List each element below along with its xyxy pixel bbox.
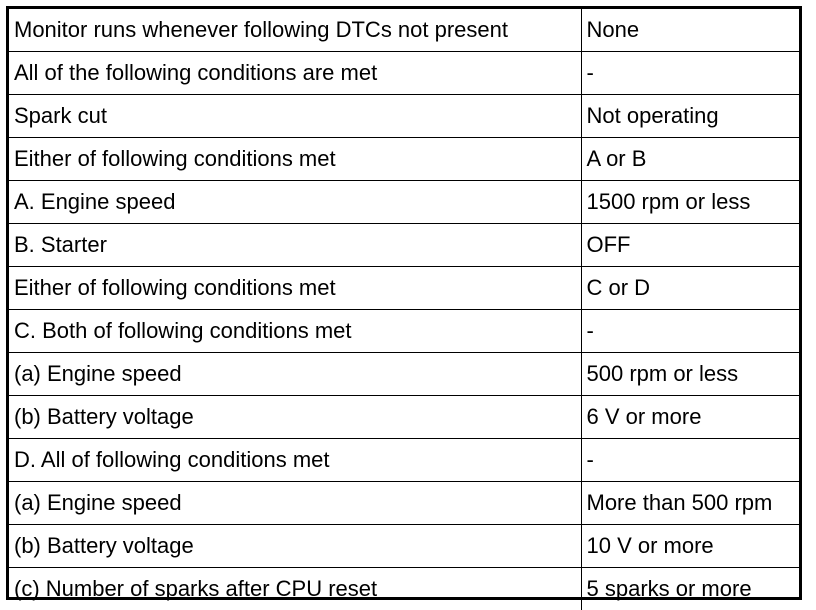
- conditions-table: [9, 9, 799, 610]
- condition-item: B. Starter: [9, 224, 581, 267]
- table-row: [9, 224, 799, 267]
- condition-value: None: [581, 9, 799, 52]
- table-row: [9, 138, 799, 181]
- table-row: [9, 181, 799, 224]
- conditions-table-frame: [6, 6, 802, 600]
- table-row: [9, 52, 799, 95]
- condition-item: (a) Engine speed: [9, 353, 581, 396]
- condition-value: OFF: [581, 224, 799, 267]
- condition-item: (b) Battery voltage: [9, 525, 581, 568]
- table-row: [9, 95, 799, 138]
- condition-value: 6 V or more: [581, 396, 799, 439]
- table-row: [9, 525, 799, 568]
- condition-item: All of the following conditions are met: [9, 52, 581, 95]
- table-row: [9, 482, 799, 525]
- condition-item: C. Both of following conditions met: [9, 310, 581, 353]
- condition-value: 5 sparks or more: [581, 568, 799, 610]
- condition-value: Not operating: [581, 95, 799, 138]
- table-row: [9, 310, 799, 353]
- table-row: [9, 568, 799, 610]
- condition-value: C or D: [581, 267, 799, 310]
- condition-value: A or B: [581, 138, 799, 181]
- table-row: [9, 396, 799, 439]
- condition-item: (b) Battery voltage: [9, 396, 581, 439]
- table-row: [9, 439, 799, 482]
- condition-item: (a) Engine speed: [9, 482, 581, 525]
- condition-item: A. Engine speed: [9, 181, 581, 224]
- condition-value: More than 500 rpm: [581, 482, 799, 525]
- condition-item: Either of following conditions met: [9, 267, 581, 310]
- table-row: [9, 353, 799, 396]
- condition-item: Either of following conditions met: [9, 138, 581, 181]
- condition-value: -: [581, 439, 799, 482]
- condition-item: Monitor runs whenever following DTCs not present: [9, 9, 581, 52]
- table-row: [9, 9, 799, 52]
- condition-item: (c) Number of sparks after CPU reset: [9, 568, 581, 610]
- condition-value: -: [581, 52, 799, 95]
- condition-value: 1500 rpm or less: [581, 181, 799, 224]
- condition-item: D. All of following conditions met: [9, 439, 581, 482]
- condition-value: 10 V or more: [581, 525, 799, 568]
- condition-value: 500 rpm or less: [581, 353, 799, 396]
- table-row: [9, 267, 799, 310]
- condition-value: -: [581, 310, 799, 353]
- condition-item: Spark cut: [9, 95, 581, 138]
